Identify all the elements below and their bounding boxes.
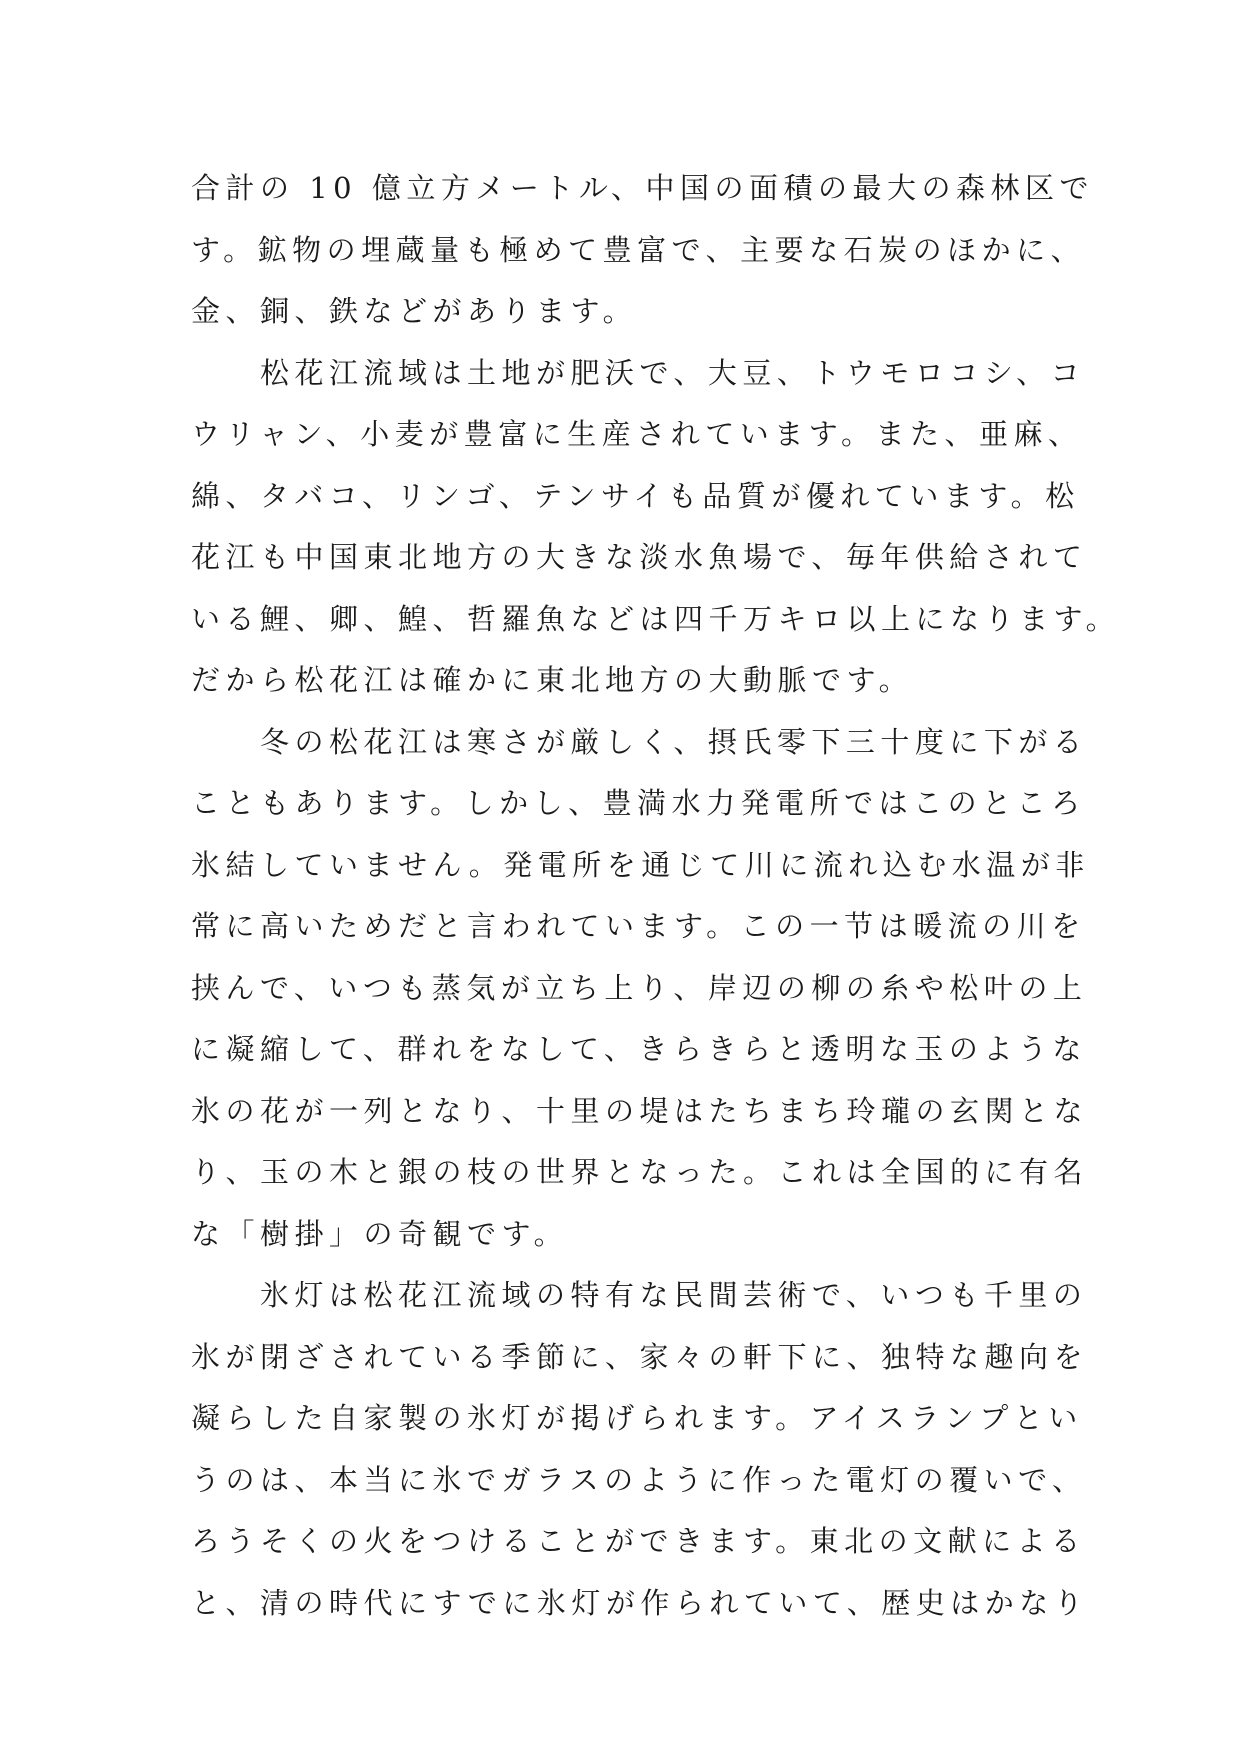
- text-line: 松花江流域は土地が肥沃で、大豆、トウモロコシ、コ: [191, 355, 1086, 390]
- text-line: 合計の 10 億立方メートル、中国の面積の最大の森林区で: [191, 171, 1095, 205]
- text-line: と、清の時代にすでに氷灯が作られていて、歴史はかなり: [191, 1585, 1089, 1620]
- text-line: 挟んで、いつも蒸気が立ち上り、岸辺の柳の糸や松叶の上: [191, 970, 1088, 1005]
- text-line: いる鯉、卿、鰉、哲羅魚などは四千万キロ以上になります。: [191, 601, 1121, 636]
- text-line: 氷灯は松花江流域の特有な民間芸術で、いつも千里の: [191, 1278, 1088, 1312]
- text-line: 凝らした自家製の氷灯が掲げられます。アイスランプとい: [191, 1401, 1083, 1435]
- text-line: 氷結していません。発電所を通じて川に流れ込む水温が非: [191, 847, 1090, 882]
- text-line: うのは、本当に氷でガラスのように作った電灯の覆いで、: [191, 1462, 1087, 1497]
- text-line: 金、銅、鉄などがあります。: [191, 294, 638, 328]
- text-line: 花江も中国東北地方の大きな淡水魚場で、毎年供給されて: [191, 540, 1088, 574]
- text-line: 常に高いためだと言われています。この一节は暖流の川を: [191, 909, 1086, 943]
- text-line: 氷が閉ざされている季節に、家々の軒下に、独特な趣向を: [191, 1339, 1089, 1374]
- text-line: に凝縮して、群れをなして、きらきらと透明な玉のような: [191, 1032, 1087, 1066]
- text-line: ろうそくの火をつけることができます。東北の文献による: [191, 1524, 1086, 1558]
- body-text: [191, 158, 1121, 1634]
- text-line: 冬の松花江は寒さが厳しく、摂氏零下三十度に下がる: [191, 724, 1088, 759]
- text-line: な「樹掛」の奇観です。: [191, 1216, 569, 1251]
- text-line: 綿、タバコ、リンゴ、テンサイも品質が優れています。松: [191, 478, 1080, 513]
- text-line: 氷の花が一列となり、十里の堤はたちまち玲瓏の玄関とな: [191, 1093, 1089, 1128]
- text-line: だから松花江は確かに東北地方の大動脈です。: [191, 663, 914, 697]
- text-line: こともあります。しかし、豊満水力発電所ではこのところ: [191, 786, 1086, 820]
- text-line: り、玉の木と銀の枝の世界となった。これは全国的に有名: [191, 1155, 1089, 1189]
- text-line: す。鉱物の埋蔵量も極めて豊富で、主要な石炭のほかに、: [191, 232, 1086, 267]
- text-line: ウリャン、小麦が豊富に生産されています。また、亜麻、: [191, 417, 1083, 451]
